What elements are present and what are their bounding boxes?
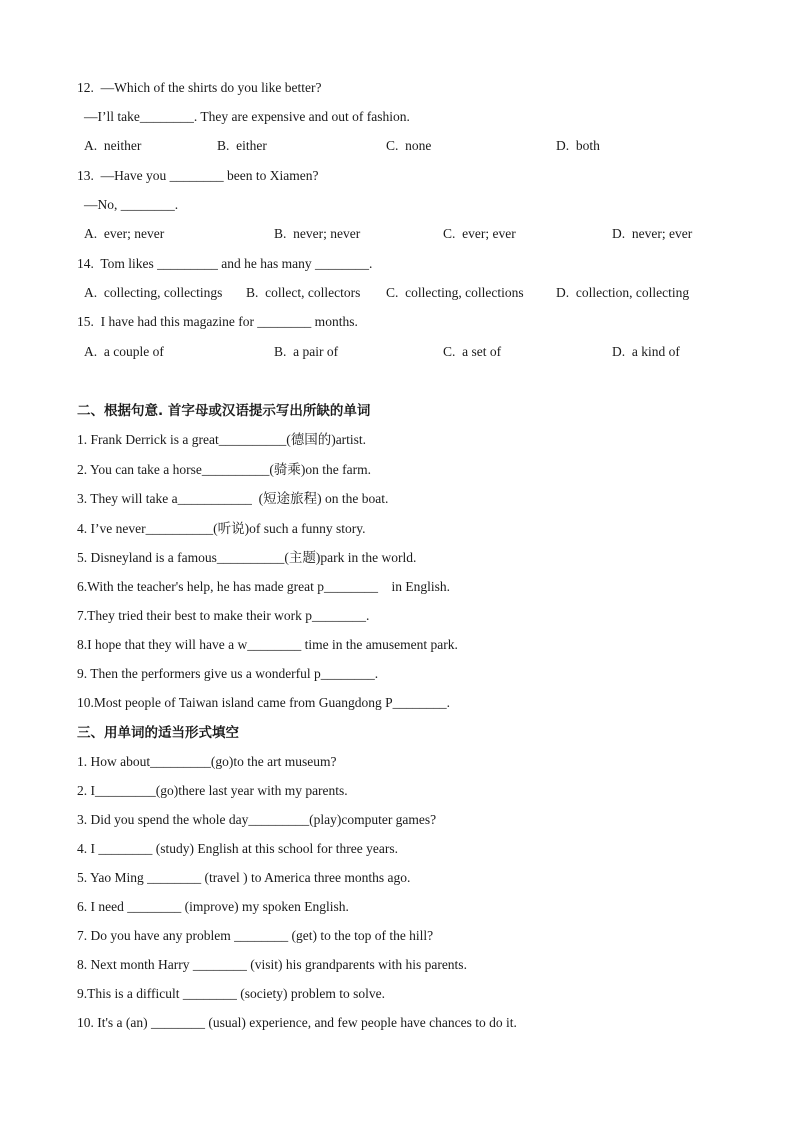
question-14-stem: 14. Tom likes _________ and he has many ________. <box>77 256 373 271</box>
option-d: D. never; ever <box>612 226 693 241</box>
question-12-options <box>84 137 704 155</box>
question-15-options <box>84 343 704 361</box>
option-a: A. neither <box>84 138 142 153</box>
question-12-stem: 12. —Which of the shirts do you like better? <box>77 80 322 95</box>
section-2-item: 6.With the teacher's help, he has made great p________ in English. <box>77 579 451 594</box>
section-3-item: 2. I_________(go)there last year with my parents. <box>77 783 348 798</box>
section-3-item: 4. I ________ (study) English at this school for three years. <box>77 841 398 856</box>
option-b: B. collect, collectors <box>246 285 361 300</box>
question-13-options <box>84 225 704 243</box>
option-c: C. ever; ever <box>443 226 516 241</box>
section-2-item: 5. Disneyland is a famous__________(主题)park in the world. <box>77 550 417 565</box>
section-3-item: 6. I need ________ (improve) my spoken English. <box>77 899 349 914</box>
section-2-item: 4. I’ve never__________(听说)of such a funny story. <box>77 521 366 536</box>
question-13-stem: 13. —Have you ________ been to Xiamen? <box>77 168 319 183</box>
section-3-item: 7. Do you have any problem ________ (get) to the top of the hill? <box>77 928 434 943</box>
section-2-item: 7.They tried their best to make their work p________. <box>77 608 370 623</box>
section-3-item: 9.This is a difficult ________ (society) problem to solve. <box>77 986 385 1001</box>
section-2-item: 1. Frank Derrick is a great__________(德国的)artist. <box>77 432 367 447</box>
section-3-heading: 三、用单词的适当形式填空 <box>77 725 239 741</box>
option-a: A. collecting, collectings <box>84 285 223 300</box>
option-d: D. both <box>556 138 600 153</box>
option-c: C. a set of <box>443 344 502 359</box>
question-15-stem: 15. I have had this magazine for ________ months. <box>77 314 358 329</box>
section-3-item: 10. It's a (an) ________ (usual) experience, and few people have chances to do it. <box>77 1015 517 1030</box>
section-2-item: 2. You can take a horse__________(骑乘)on the farm. <box>77 462 371 477</box>
section-3-item: 1. How about_________(go)to the art museum? <box>77 754 337 769</box>
option-a: A. a couple of <box>84 344 164 359</box>
section-3-item: 8. Next month Harry ________ (visit) his grandparents with his parents. <box>77 957 467 972</box>
question-14-options <box>84 284 704 302</box>
option-c: C. collecting, collections <box>386 285 524 300</box>
question-13-response: —No, ________. <box>84 197 179 212</box>
option-b: B. a pair of <box>274 344 339 359</box>
section-2-item: 9. Then the performers give us a wonderful p________. <box>77 666 379 681</box>
option-c: C. none <box>386 138 432 153</box>
option-d: D. a kind of <box>612 344 680 359</box>
option-b: B. either <box>217 138 267 153</box>
section-2-heading: 二、根据句意. 首字母或汉语提示写出所缺的单词 <box>77 403 371 419</box>
option-a: A. ever; never <box>84 226 165 241</box>
section-2-item: 10.Most people of Taiwan island came from Guangdong P________. <box>77 695 450 710</box>
section-3-item: 3. Did you spend the whole day_________(play)computer games? <box>77 812 437 827</box>
option-d: D. collection, collecting <box>556 285 690 300</box>
question-12-response: —I’ll take________. They are expensive and out of fashion. <box>84 109 410 124</box>
section-3-item: 5. Yao Ming ________ (travel ) to America three months ago. <box>77 870 411 885</box>
section-2-item: 3. They will take a___________ (短途旅程) on the boat. <box>77 491 389 506</box>
option-b: B. never; never <box>274 226 361 241</box>
section-2-item: 8.I hope that they will have a w________ time in the amusement park. <box>77 637 458 652</box>
